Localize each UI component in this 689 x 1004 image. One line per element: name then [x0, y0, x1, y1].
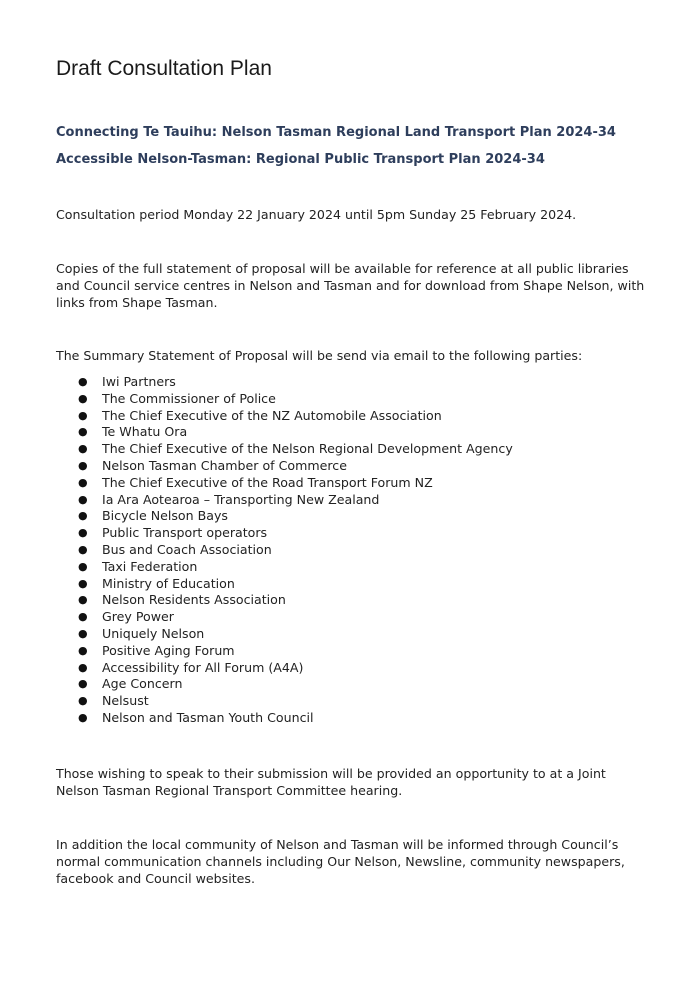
- bullet-icon: ●: [78, 425, 88, 439]
- list-item: [56, 643, 513, 660]
- list-item-label: Ia Ara Aotearoa – Transporting New Zealand: [102, 491, 380, 507]
- bullet-icon: ●: [78, 475, 88, 489]
- bullet-icon: ●: [78, 593, 88, 607]
- bullet-icon: ●: [78, 576, 88, 590]
- list-item-label: Iwi Partners: [102, 374, 176, 389]
- list-item: [56, 576, 513, 593]
- list-item: [56, 676, 513, 693]
- list-item-label: Bicycle Nelson Bays: [102, 508, 228, 524]
- list-item-label: Ministry of Education: [102, 575, 235, 591]
- page-title: Draft Consultation Plan: [56, 57, 272, 80]
- bullet-icon: ●: [78, 660, 88, 674]
- list-item-label: Positive Aging Forum: [102, 642, 235, 658]
- subheading-public-transport-plan: Accessible Nelson-Tasman: Regional Public Transport Plan 2024-34: [56, 152, 545, 167]
- bullet-icon: ●: [78, 677, 88, 691]
- summary-intro-text: The Summary Statement of Proposal will be send via email to the following parties:: [56, 348, 583, 363]
- bullet-icon: ●: [78, 492, 88, 506]
- bullet-icon: ●: [78, 694, 88, 708]
- list-item-label: Nelson Tasman Chamber of Commerce: [102, 457, 347, 473]
- list-item: [56, 710, 513, 727]
- list-item-label: Accessibility for All Forum (A4A): [102, 659, 304, 675]
- list-item-label: Nelson and Tasman Youth Council: [102, 709, 314, 725]
- list-item-label: Nelson Residents Association: [102, 592, 286, 608]
- list-item: [56, 374, 513, 391]
- list-item: [56, 525, 513, 542]
- addition-paragraph: In addition the local community of Nelson and Tasman will be informed through Council’s normal communication channels including Our Nelson, Newsline, community newspapers, facebook and Council websites.: [56, 837, 625, 886]
- bullet-icon: ●: [78, 442, 88, 456]
- bullet-icon: ●: [78, 626, 88, 640]
- list-item: [56, 475, 513, 492]
- list-item-label: Age Concern: [102, 676, 183, 692]
- bullet-icon: ●: [78, 375, 88, 388]
- list-item-label: Uniquely Nelson: [102, 625, 205, 641]
- list-item: [56, 626, 513, 643]
- list-item: [56, 492, 513, 509]
- list-item-label: The Chief Executive of the Nelson Regional Development Agency: [102, 441, 513, 457]
- subheading-land-transport-plan: Connecting Te Tauihu: Nelson Tasman Regional Land Transport Plan 2024-34: [56, 125, 616, 140]
- list-item-label: The Chief Executive of the NZ Automobile Association: [102, 407, 442, 423]
- consultation-period-text: Consultation period Monday 22 January 2024 until 5pm Sunday 25 February 2024.: [56, 207, 577, 222]
- bullet-icon: ●: [78, 391, 88, 405]
- bullet-icon: ●: [78, 509, 88, 523]
- list-item: [56, 408, 513, 425]
- bullet-icon: ●: [78, 408, 88, 422]
- list-item-label: Taxi Federation: [102, 558, 198, 574]
- list-item: [56, 660, 513, 677]
- list-item-label: Bus and Coach Association: [102, 541, 272, 557]
- list-item-label: Grey Power: [102, 609, 174, 625]
- list-item-label: Te Whatu Ora: [102, 424, 188, 440]
- list-item: [56, 592, 513, 609]
- bullet-icon: ●: [78, 559, 88, 573]
- list-item: [56, 424, 513, 441]
- bullet-icon: ●: [78, 526, 88, 540]
- bullet-icon: ●: [78, 710, 88, 724]
- list-item-label: The Chief Executive of the Road Transport Forum NZ: [102, 474, 433, 490]
- list-item-label: The Commissioner of Police: [102, 390, 276, 406]
- copies-paragraph: Copies of the full statement of proposal will be available for reference at all public libraries and Council service centres in Nelson and Tasman and for download from Shape Nelson, with links from Shape Tasman.: [56, 261, 645, 310]
- bullet-icon: ●: [78, 542, 88, 556]
- list-item: [56, 542, 513, 559]
- bullet-icon: ●: [78, 610, 88, 624]
- list-item: [56, 559, 513, 576]
- list-item: [56, 609, 513, 626]
- bullet-icon: ●: [78, 643, 88, 657]
- list-item: [56, 508, 513, 525]
- list-item-label: Nelsust: [102, 693, 149, 709]
- list-item: [56, 441, 513, 458]
- speak-paragraph: Those wishing to speak to their submission will be provided an opportunity to at a Joint Nelson Tasman Regional Transport Committee hearing.: [56, 766, 606, 798]
- parties-list: [56, 374, 513, 727]
- list-item: [56, 391, 513, 408]
- bullet-icon: ●: [78, 458, 88, 472]
- list-item: [56, 458, 513, 475]
- list-item-label: Public Transport operators: [102, 525, 268, 541]
- list-item: [56, 693, 513, 710]
